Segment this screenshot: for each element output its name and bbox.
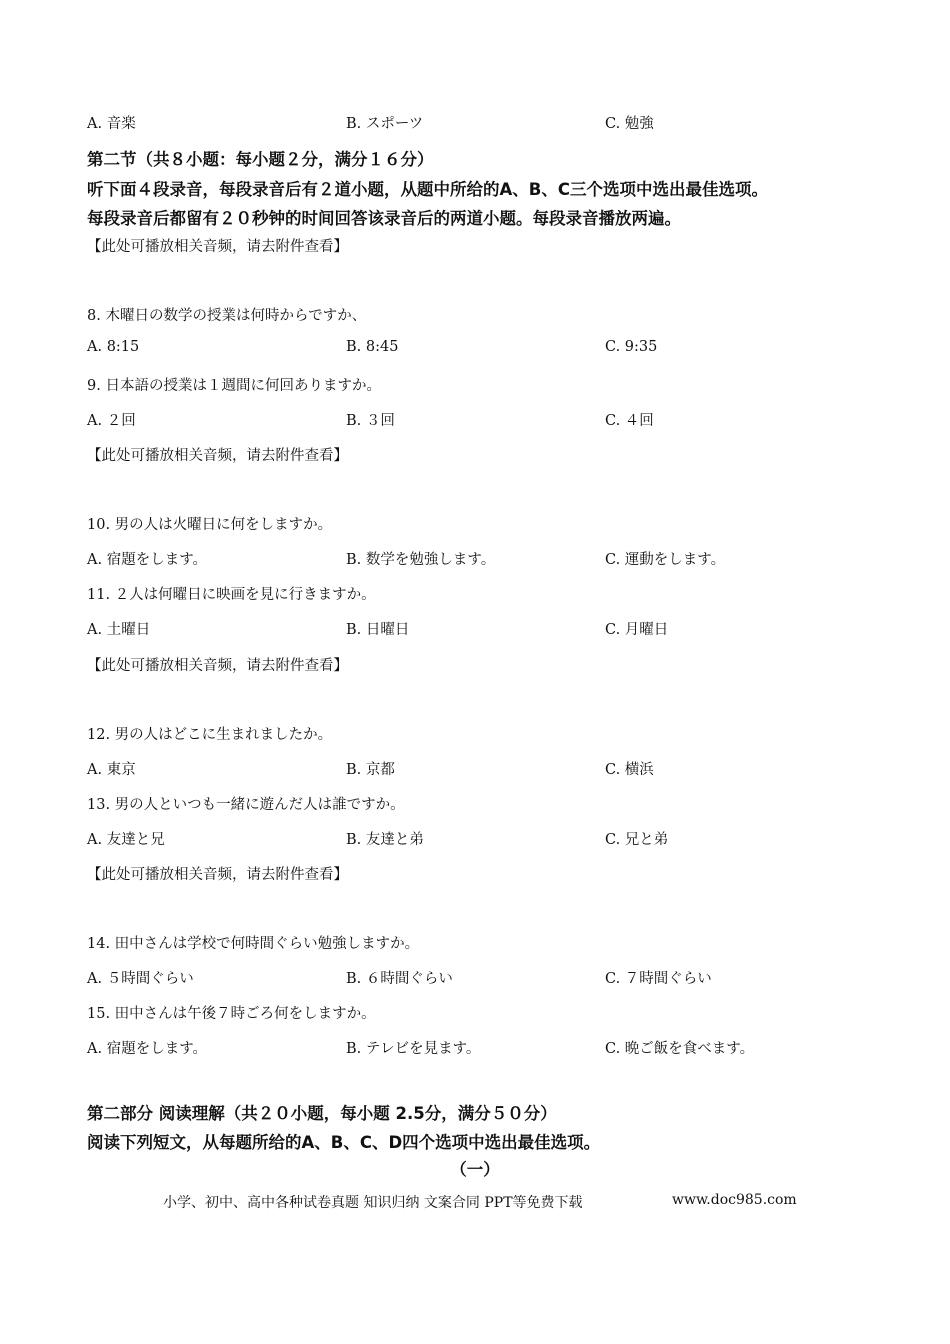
q8-option-c: C. 9:35	[605, 339, 658, 355]
q11-option-b: B. 日曜日	[346, 622, 410, 638]
q12-option-c: C. 横浜	[605, 762, 654, 778]
question-8: 8. 木曜日の数学の授業は何時からですか、	[87, 308, 367, 324]
footer-url[interactable]: www.doc985.com	[672, 1192, 797, 1208]
q8-option-a: A. 8:15	[87, 339, 140, 355]
question-15: 15. 田中さんは午後７時ごろ何をしますか。	[87, 1006, 376, 1022]
q12-option-a: A. 東京	[87, 762, 136, 778]
audio-note: 【此处可播放相关音频，请去附件查看】	[87, 448, 348, 464]
q10-option-b: B. 数学を勉強します。	[346, 552, 496, 568]
question-11: 11. ２人は何曜日に映画を見に行きますか。	[87, 587, 376, 603]
question-13: 13. 男の人といつも一緒に遊んだ人は誰ですか。	[87, 797, 405, 813]
q13-option-c: C. 兄と弟	[605, 832, 669, 848]
q8-option-b: B. 8:45	[346, 339, 399, 355]
q14-option-a: A. ５時間ぐらい	[87, 971, 194, 987]
q9-option-c: C. ４回	[605, 413, 654, 429]
q15-option-c: C. 晩ご飯を食べます。	[605, 1041, 755, 1057]
part2-instruction: 阅读下列短文，从每题所给的A、B、C、D四个选项中选出最佳选项。	[87, 1133, 601, 1152]
q9-option-b: B. ３回	[346, 413, 395, 429]
q11-option-c: C. 月曜日	[605, 622, 669, 638]
section2-instruction-1: 听下面４段录音，每段录音后有２道小题，从题中所给的A、B、C三个选项中选出最佳选项。	[87, 180, 768, 199]
q13-option-a: A. 友達と兄	[87, 832, 165, 848]
q15-option-b: B. テレビを見ます。	[346, 1041, 481, 1057]
q9-option-a: A. ２回	[87, 413, 136, 429]
footer-text: 小学、初中、高中各种试卷真题 知识归纳 文案合同 PPT等免费下载	[163, 1195, 583, 1211]
section2-title: 第二节（共８小题：每小题２分，满分１６分）	[87, 150, 434, 169]
q7-option-b: B. スポーツ	[346, 116, 424, 132]
audio-note: 【此处可播放相关音频，请去附件查看】	[87, 658, 348, 674]
q10-option-c: C. 運動をします。	[605, 552, 726, 568]
question-9: 9. 日本語の授業は１週間に何回ありますか。	[87, 378, 381, 394]
q12-option-b: B. 京都	[346, 762, 395, 778]
q7-option-c: C. 勉強	[605, 116, 654, 132]
audio-note: 【此处可播放相关音频，请去附件查看】	[87, 239, 348, 255]
q10-option-a: A. 宿題をします。	[87, 552, 208, 568]
q14-option-c: C. ７時間ぐらい	[605, 971, 712, 987]
part2-title: 第二部分 阅读理解（共２０小题，每小题 2.5分，满分５０分）	[87, 1104, 557, 1123]
question-14: 14. 田中さんは学校で何時間ぐらい勉強しますか。	[87, 936, 420, 952]
question-10: 10. 男の人は火曜日に何をしますか。	[87, 517, 333, 533]
question-12: 12. 男の人はどこに生まれましたか。	[87, 727, 333, 743]
q11-option-a: A. 土曜日	[87, 622, 151, 638]
q7-option-a: A. 音楽	[87, 116, 136, 132]
q13-option-b: B. 友達と弟	[346, 832, 424, 848]
section2-instruction-2: 每段录音后都留有２０秒钟的时间回答该录音后的两道小题。每段录音播放两遍。	[87, 209, 681, 228]
q14-option-b: B. ６時間ぐらい	[346, 971, 453, 987]
q15-option-a: A. 宿題をします。	[87, 1041, 208, 1057]
audio-note: 【此处可播放相关音频，请去附件查看】	[87, 867, 348, 883]
passage-number: （一）	[450, 1160, 500, 1179]
